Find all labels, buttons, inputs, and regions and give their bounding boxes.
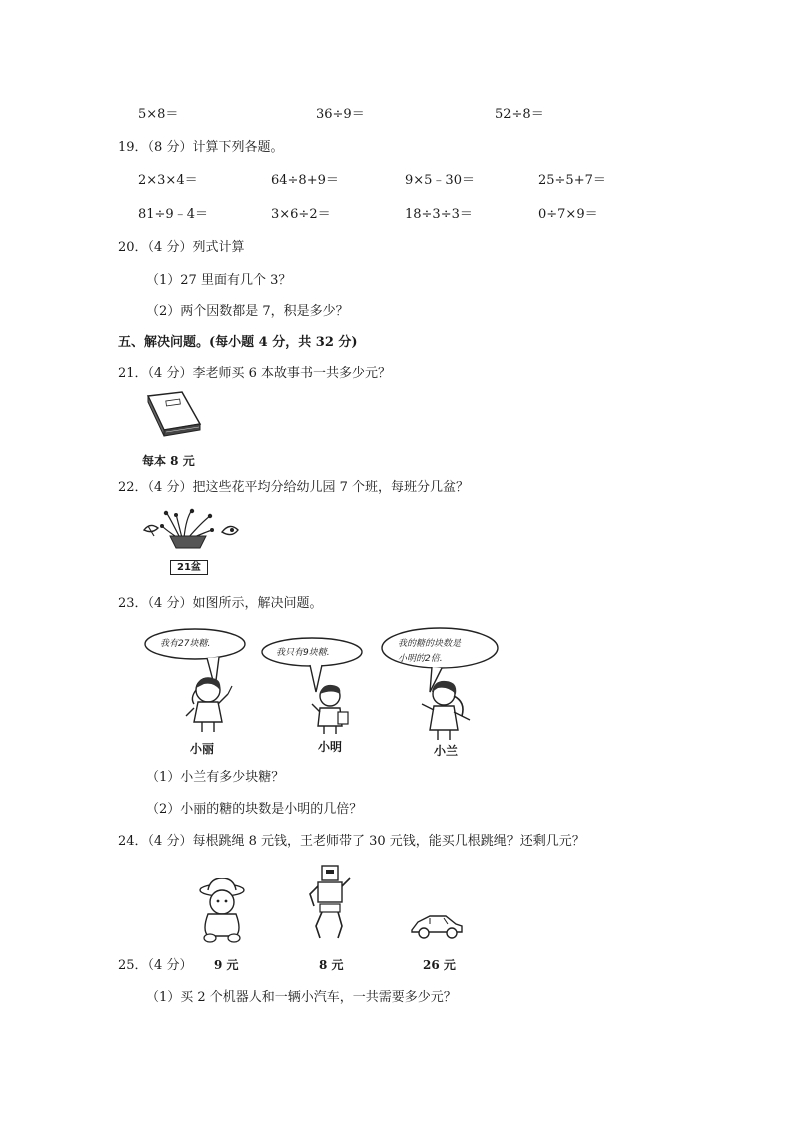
price-caption: 每本 8 元 (142, 454, 195, 468)
calc-item: 64÷8+9＝ (271, 173, 339, 188)
character-name: 小丽 (190, 742, 215, 756)
calc-item: 9×5﹣30＝ (405, 173, 475, 188)
question-22-header: 22．（4 分）把这些花平均分给幼儿园 7 个班，每班分几盆？ (118, 480, 469, 495)
sub-question: （1）27 里面有几个 3？ (146, 273, 292, 288)
question-25-header: 25．（4 分） (118, 958, 193, 973)
price-label: 8 元 (319, 958, 344, 972)
bubble-text: 我有27块糖. (160, 639, 211, 649)
sub-question: （2）两个因数都是 7，积是多少？ (146, 304, 349, 319)
storybook-illustration (142, 390, 206, 440)
character-name: 小明 (318, 740, 343, 754)
bubble-text: 我只有9块糖. (276, 648, 330, 658)
girl-xiaolan-illustration (414, 676, 478, 742)
sub-question: （2）小丽的糖的块数是小明的几倍？ (146, 802, 363, 817)
calc-item: 0÷7×9＝ (538, 207, 598, 222)
doll-illustration (194, 878, 250, 944)
question-20-header: 20．（4 分）列式计算 (118, 240, 245, 255)
boy-xiaoming-illustration (306, 682, 356, 734)
calc-item: 81÷9﹣4＝ (138, 207, 208, 222)
price-label: 9 元 (214, 958, 239, 972)
girl-xiaoli-illustration (180, 672, 240, 734)
calc-item: 36÷9＝ (316, 107, 365, 122)
section-heading: 五、解决问题。(每小题 4 分，共 32 分) (118, 335, 358, 350)
price-label: 26 元 (423, 958, 456, 972)
question-23-header: 23．（4 分）如图所示，解决问题。 (118, 596, 323, 611)
calc-item: 18÷3÷3＝ (405, 207, 473, 222)
calc-item: 5×8＝ (138, 107, 179, 122)
character-name: 小兰 (434, 744, 459, 758)
flower-pots-illustration (140, 508, 244, 558)
calc-item: 52÷8＝ (495, 107, 544, 122)
question-21-header: 21．（4 分）李老师买 6 本故事书一共多少元？ (118, 366, 391, 381)
flower-count-tag (170, 560, 208, 575)
sub-question: （1）小兰有多少块糖？ (146, 770, 285, 785)
toy-car-illustration (408, 912, 466, 940)
calc-item: 25÷5+7＝ (538, 173, 606, 188)
count-label: 21盆 (170, 560, 208, 575)
calc-item: 2×3×4＝ (138, 173, 198, 188)
robot-illustration (308, 864, 354, 940)
calc-item: 3×6÷2＝ (271, 207, 331, 222)
question-24-header: 24．（4 分）每根跳绳 8 元钱，王老师带了 30 元钱，能买几根跳绳？还剩几元？ (118, 834, 585, 849)
bubble-text: 我的糖的块数是 (398, 639, 462, 649)
sub-question: （1）买 2 个机器人和一辆小汽车，一共需要多少元？ (146, 990, 457, 1005)
bubble-text: 小明的2倍. (398, 654, 443, 664)
question-19-header: 19．（8 分）计算下列各题。 (118, 140, 284, 155)
